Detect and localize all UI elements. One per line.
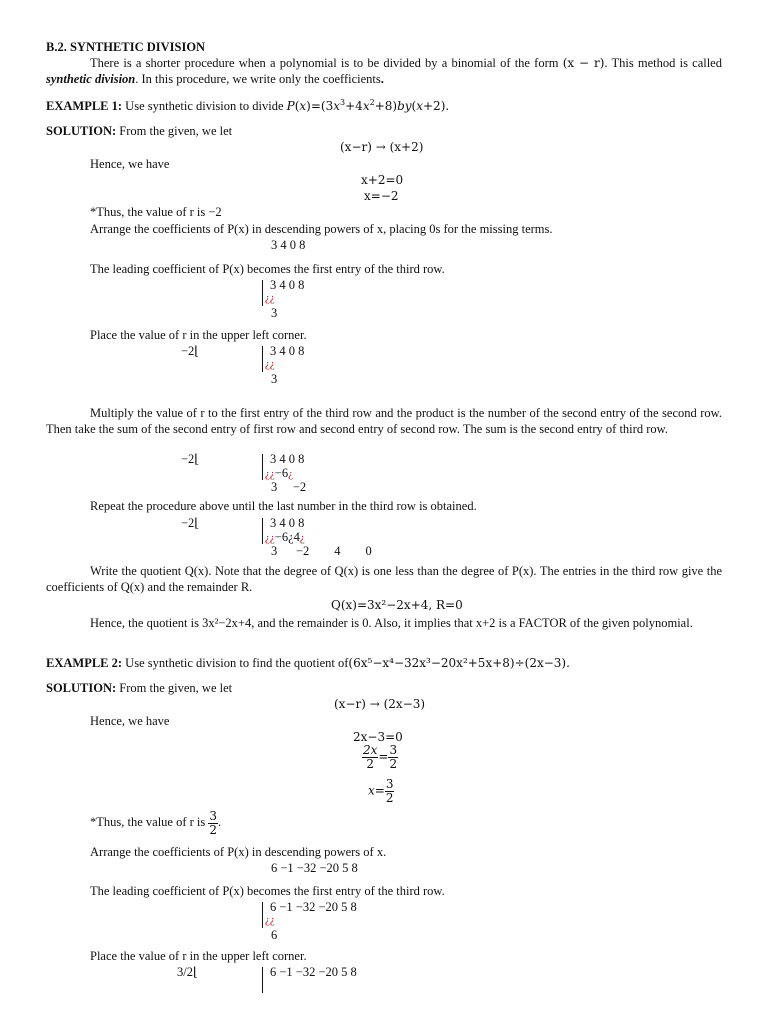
example-1-label: EXAMPLE 1: [46, 99, 123, 113]
division-bar [262, 518, 263, 544]
example-1-thus: *Thus, the value of r is −2 [90, 205, 222, 219]
example-2-expression: (6x⁵−x⁴−32x³−20x²+5x+8)÷(2x−3). [348, 656, 570, 670]
example-1-expression: $P(x)=(3x^3+4x^2+8)by(x+2)$. [286, 98, 450, 113]
example-1-r-label-1: −2⌊ [181, 344, 200, 358]
intro-term: synthetic division [46, 71, 136, 86]
example-1-solution-label: SOLUTION: [46, 124, 117, 138]
example-2-place-text: Place the value of r in the upper left corner. [90, 949, 307, 963]
example-1-solution [46, 124, 232, 140]
division-bar [262, 280, 263, 306]
example-1-multiply-paragraph: Multiply the value of r to the first entry of the third row and the product is the number of the second entry of the second row. Then take the sum of the second entry of first row and second entry of second row. The sum is the second entry of third row. [46, 406, 722, 436]
example-1-table-step-1 [262, 278, 402, 322]
example-2-r-label: 3/2⌊ [177, 965, 198, 979]
intro-text-1: There is a shorter procedure when a polynomial is to be divided by a binomial of the form [90, 56, 563, 70]
table-row-2: ¿¿ [265, 358, 275, 370]
fraction-rhs: $\frac{3}{2}$ [389, 743, 398, 771]
example-2-equation-1: 2x−3=0 [353, 730, 403, 744]
table-row-3: 3 −2 4 0 [271, 544, 372, 558]
intro-text-2: . This method is called [604, 56, 722, 70]
table-row-2-value: −6¿4 [274, 530, 300, 544]
table-row-1: 3 4 0 8 [270, 452, 305, 466]
example-2-solution-label: SOLUTION: [46, 681, 117, 695]
example-1-hence: Hence, we have [90, 157, 170, 171]
example-1-equation-2: x=−2 [364, 189, 399, 203]
intro-text-3: . In this procedure, we write only the coefficients [135, 71, 381, 86]
example-2-fraction-equation: $\frac{2x}{2}$ = $\frac{3}{2}$ [363, 743, 398, 771]
example-1-equation-1: x+2=0 [361, 173, 404, 187]
example-1-statement [46, 99, 449, 115]
example-2-arrange: Arrange the coefficients of P(x) in descending powers of x. [90, 845, 387, 859]
table-row-3-value: 3 [271, 306, 278, 320]
table-row-2: ¿¿−6¿4¿ [265, 530, 305, 544]
example-2-x-value: x= $\frac{3}{2}$ [368, 777, 394, 805]
fraction-lhs: $\frac{2x}{2}$ [363, 743, 378, 771]
example-2-label: EXAMPLE 2: [46, 656, 123, 670]
example-2-coefficients: 6 −1 −32 −20 5 8 [271, 861, 358, 875]
section-heading: B.2. SYNTHETIC DIVISION [46, 40, 206, 54]
intro-dot: . [380, 71, 384, 86]
example-1-text: Use synthetic division to divide [122, 99, 287, 113]
example-2-table-step-1 [262, 900, 422, 944]
example-1-arrange: Arrange the coefficients of P(x) in descending powers of x, placing 0s for the missing terms. [90, 222, 553, 236]
example-1-result: Q(x)=3x²−2x+4, R=0 [331, 598, 463, 612]
example-1-solution-text: From the given, we let [116, 124, 233, 138]
example-1-table-step-2 [262, 344, 402, 388]
example-2-hence: Hence, we have [90, 714, 170, 728]
example-2-solution [46, 681, 232, 697]
intro-paragraph [46, 56, 722, 87]
table-row-2: ¿¿ [265, 292, 275, 304]
example-2-let-expression: (x−r) → (2x−3) [334, 697, 426, 711]
example-1-table-step-3 [262, 452, 402, 496]
table-row-3: 3 −2 [271, 480, 307, 494]
table-row-3-value: 3 [271, 372, 278, 386]
example-2-thus: *Thus, the value of r is $\frac{3}{2}$ . [90, 809, 222, 837]
table-row-2: ¿¿−6¿ [265, 466, 293, 480]
table-row-2: ¿¿ [265, 914, 275, 926]
example-2-table-step-2 [262, 965, 422, 1021]
intro-binomial-form: (x − r) [562, 56, 605, 70]
example-1-write-quotient: Write the quotient Q(x). Note that the degree of Q(x) is one less than the degree of P(x). The entries in the third row give the coefficients of Q(x) and the remainder R. [46, 564, 722, 594]
table-row-1: 3 4 0 8 [270, 344, 305, 358]
example-1-r-label-2: −2⌊ [181, 452, 200, 466]
example-1-leading-text: The leading coefficient of P(x) becomes the first entry of the third row. [90, 262, 445, 276]
table-row-2-value: −6 [274, 466, 289, 480]
example-2-statement [46, 656, 570, 672]
example-2-text: Use synthetic division to find the quotient of [122, 656, 349, 670]
fraction-r: $\frac{3}{2}$ [209, 809, 218, 837]
division-bar [262, 454, 263, 480]
example-1-place-text: Place the value of r in the upper left corner. [90, 328, 307, 342]
table-row-1: 6 −1 −32 −20 5 8 [270, 900, 357, 914]
example-2-solution-text: From the given, we let [116, 681, 233, 695]
example-1-table-final [262, 516, 422, 560]
table-row-1: 3 4 0 8 [270, 278, 305, 292]
example-2-leading-text: The leading coefficient of P(x) becomes the first entry of the third row. [90, 884, 445, 898]
division-bar [262, 967, 263, 993]
example-1-conclusion: Hence, the quotient is 3x²−2x+4, and the remainder is 0. Also, it implies that x+2 is a FACTOR of the given polynomial. [90, 616, 693, 630]
example-1-repeat-text: Repeat the procedure above until the last number in the third row is obtained. [90, 499, 477, 513]
fraction-x: $\frac{3}{2}$ [385, 777, 394, 805]
example-1-r-label-3: −2⌊ [181, 516, 200, 530]
table-row-3: 6 [271, 928, 278, 942]
example-1-coefficients: 3 4 0 8 [271, 238, 306, 252]
table-row-1: 6 −1 −32 −20 5 8 [270, 965, 357, 979]
division-bar [262, 346, 263, 372]
division-bar [262, 902, 263, 928]
example-1-let-expression: (x−r) → (x+2) [340, 140, 424, 154]
table-row-1: 3 4 0 8 [270, 516, 305, 530]
